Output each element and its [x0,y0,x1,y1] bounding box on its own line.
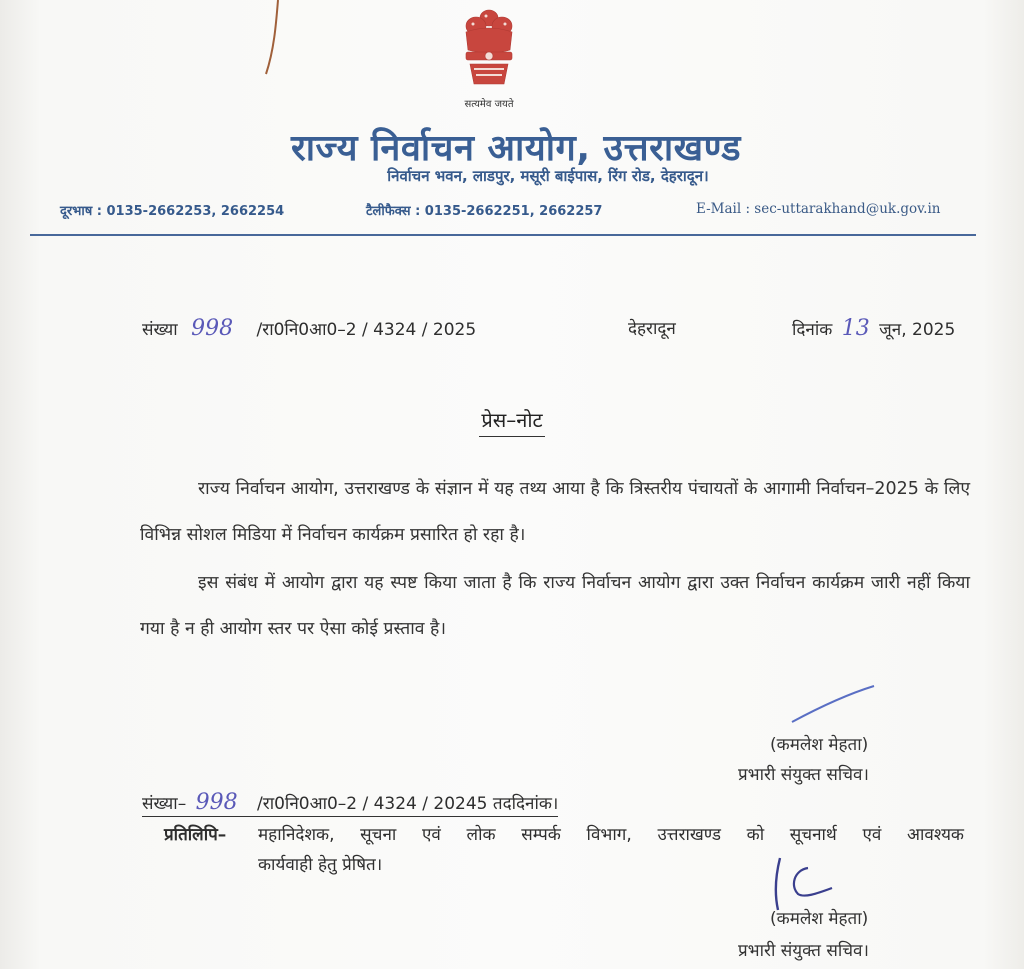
phone-number: दूरभाष : 0135-2662253, 2662254 [60,204,285,219]
pen-mark-icon [262,0,282,80]
reference-number-suffix: /रा0नि0आ0–2 / 4324 / 2025 [256,320,477,340]
signatory-block-1 [770,732,868,755]
date-label: दिनांक [792,320,833,340]
signatory-designation-block-1 [738,762,869,785]
organization-address: निर्वाचन भवन, लाडपुर, मसूरी बाईपास, रिंग रोड, देहरादून। [387,167,709,185]
signature-stroke-icon [788,682,878,726]
signatory-block-2 [770,906,868,929]
email-address: E-Mail : sec-uttarakhand@uk.gov.in [696,201,941,217]
paragraph-1: राज्य निर्वाचन आयोग, उत्तराखण्ड के संज्ञान में यह तथ्य आया है कि त्रिस्तरीय पंचायतों के आगामी निर्वाचन–2025 के लिए विभिन्न सोशल मिडिया में निर्वाचन कार्यक्रम प्रसारित हो रहा है। [140,479,970,545]
copy-to-line-1: महानिदेशक, सूचना एवं लोक सम्पर्क विभाग, उत्तराखण्ड को सूचनार्थ एवं आवश्यक [258,825,964,845]
reference-number [142,316,476,341]
date-handwritten: 13 [841,316,870,341]
document-title-text: प्रेस–नोट [479,408,544,437]
copy-reference-suffix: /रा0नि0आ0–2 / 4324 / 20245 तददिनांक। [257,794,559,814]
reference-place: देहरादून [628,319,676,339]
signatory-designation-block-2 [738,938,869,961]
reference-number-label: संख्या [142,320,178,340]
signatory-name-2: (कमलेश मेहता) [770,909,869,929]
organization-name: राज्य निर्वाचन आयोग, उत्तराखण्ड [290,128,741,169]
document-title [0,406,1024,433]
state-emblem-icon [452,6,526,98]
date-suffix: जून, 2025 [879,320,956,340]
reference-number-handwritten: 998 [191,316,234,341]
paragraph-2: इस संबंध में आयोग द्वारा यह स्पष्ट किया जाता है कि राज्य निर्वाचन आयोग द्वारा उक्त निर्वाचन कार्यक्रम जारी नहीं किया गया है न ही आयोग स्तर पर ऐसा कोई प्रस्ताव है। [140,573,970,639]
header-divider [30,234,976,236]
signatory-designation-2: प्रभारी संयुक्त सचिव। [738,941,869,961]
national-motto: सत्यमेव जयते [464,99,514,110]
copy-reference-label: संख्या– [142,794,187,814]
signatory-designation: प्रभारी संयुक्त सचिव। [738,765,869,785]
copy-to-label: प्रतिलिपि– [164,825,227,845]
reference-date [792,316,955,341]
copy-to-line-2: कार्यवाही हेतु प्रेषित। [258,855,383,875]
copy-reference-number [142,790,558,815]
signatory-name: (कमलेश मेहता) [770,735,869,755]
copy-reference-handwritten: 998 [195,790,238,815]
fax-number: टैलीफैक्स : 0135-2662251, 2662257 [366,204,603,219]
